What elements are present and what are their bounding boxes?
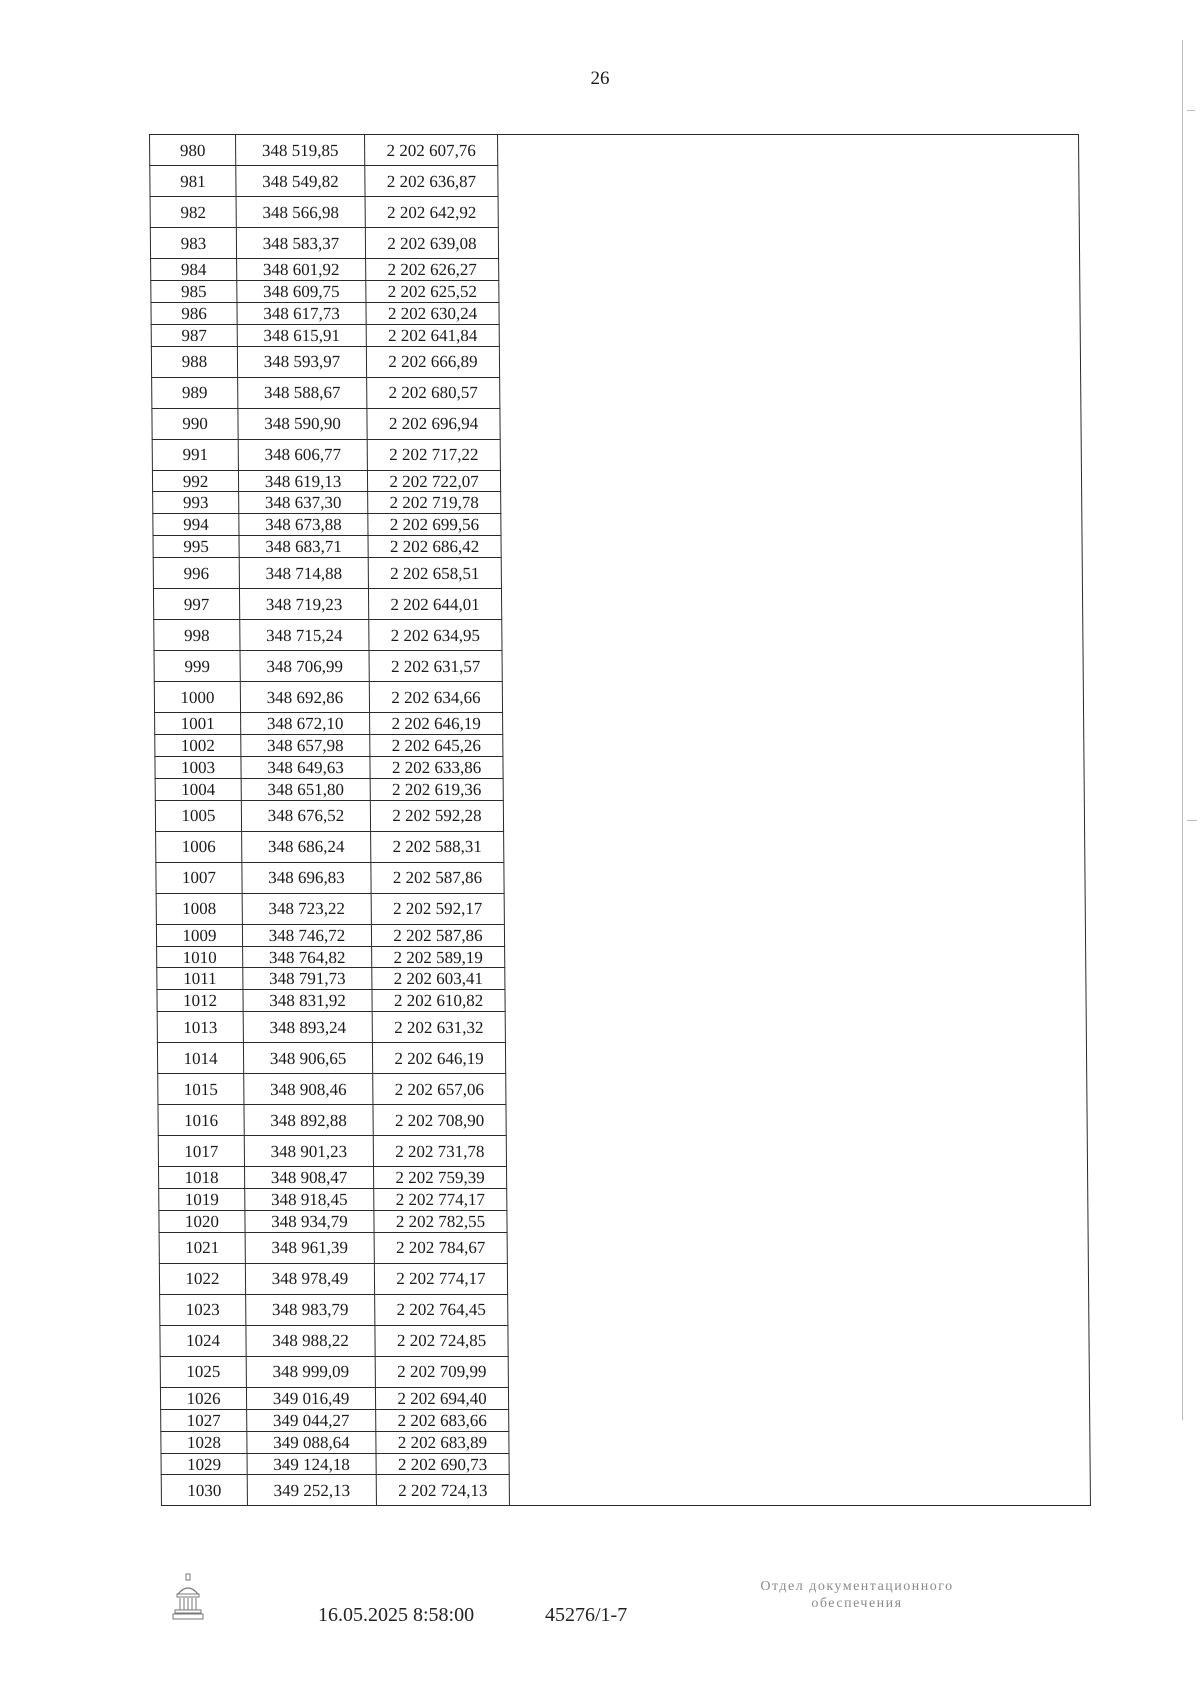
x-coordinate-cell: 348 764,82 [243, 946, 372, 968]
x-coordinate-cell: 348 686,24 [242, 831, 371, 862]
y-coordinate-cell: 2 202 696,94 [367, 408, 500, 439]
x-coordinate-cell: 349 252,13 [247, 1475, 376, 1506]
y-coordinate-cell: 2 202 587,86 [371, 862, 504, 893]
page-number: 26 [590, 68, 610, 89]
point-number-cell: 1023 [160, 1294, 246, 1325]
y-coordinate-cell: 2 202 631,57 [369, 651, 502, 682]
x-coordinate-cell: 348 676,52 [241, 800, 370, 831]
x-coordinate-cell: 348 719,23 [239, 589, 368, 620]
department-stamp [712, 1578, 1002, 1612]
point-number-cell: 1020 [159, 1211, 245, 1233]
x-coordinate-cell: 348 583,37 [236, 228, 365, 259]
x-coordinate-cell: 348 649,63 [241, 756, 370, 778]
point-number-cell: 1017 [158, 1136, 244, 1167]
y-coordinate-cell: 2 202 641,84 [366, 324, 499, 346]
point-number-cell: 1030 [161, 1475, 247, 1506]
y-coordinate-cell: 2 202 645,26 [370, 735, 503, 757]
x-coordinate-cell: 348 619,13 [238, 470, 367, 492]
x-coordinate-cell: 348 549,82 [236, 166, 365, 197]
table-body [150, 135, 1091, 1506]
y-coordinate-cell: 2 202 774,17 [374, 1189, 507, 1211]
y-coordinate-cell: 2 202 592,28 [370, 800, 503, 831]
x-coordinate-cell: 348 906,65 [243, 1043, 372, 1074]
y-coordinate-cell: 2 202 666,89 [366, 346, 499, 377]
point-number-cell: 1019 [159, 1189, 245, 1211]
point-number-cell: 984 [151, 259, 237, 281]
x-coordinate-cell: 348 892,88 [244, 1105, 373, 1136]
scan-edge-mark [1187, 820, 1197, 821]
stamp-line-1: Отдел документационного [760, 1579, 954, 1594]
point-number-cell: 1016 [158, 1105, 244, 1136]
point-number-cell: 1007 [156, 862, 242, 893]
y-coordinate-cell: 2 202 782,55 [374, 1211, 507, 1233]
point-number-cell: 1021 [159, 1232, 245, 1263]
scan-edge-mark [1187, 110, 1195, 111]
x-coordinate-cell: 348 908,46 [244, 1074, 373, 1105]
x-coordinate-cell: 348 601,92 [237, 259, 366, 281]
point-number-cell: 994 [153, 514, 239, 536]
point-number-cell: 986 [151, 302, 237, 324]
emblem-icon [172, 1572, 204, 1622]
x-coordinate-cell: 349 044,27 [247, 1409, 376, 1431]
y-coordinate-cell: 2 202 658,51 [368, 558, 501, 589]
point-number-cell: 995 [153, 536, 239, 558]
point-number-cell: 991 [152, 439, 238, 470]
y-coordinate-cell: 2 202 709,99 [375, 1356, 508, 1387]
x-coordinate-cell: 348 692,86 [240, 682, 369, 713]
point-number-cell: 1005 [155, 800, 241, 831]
point-number-cell: 1006 [156, 831, 242, 862]
y-coordinate-cell: 2 202 646,19 [372, 1043, 505, 1074]
y-coordinate-cell: 2 202 708,90 [373, 1105, 506, 1136]
x-coordinate-cell: 348 606,77 [238, 439, 367, 470]
x-coordinate-cell: 348 791,73 [243, 968, 372, 990]
y-coordinate-cell: 2 202 686,42 [368, 536, 501, 558]
point-number-cell: 1014 [157, 1043, 243, 1074]
coordinates-table [149, 134, 1091, 1506]
y-coordinate-cell: 2 202 680,57 [367, 377, 500, 408]
point-number-cell: 982 [150, 197, 236, 228]
y-coordinate-cell: 2 202 683,89 [376, 1431, 509, 1453]
y-coordinate-cell: 2 202 784,67 [374, 1232, 507, 1263]
x-coordinate-cell: 348 908,47 [245, 1167, 374, 1189]
y-coordinate-cell: 2 202 589,19 [372, 946, 505, 968]
point-number-cell: 1013 [157, 1012, 243, 1043]
x-coordinate-cell: 348 651,80 [241, 778, 370, 800]
point-number-cell: 985 [151, 280, 237, 302]
y-coordinate-cell: 2 202 690,73 [376, 1453, 509, 1475]
x-coordinate-cell: 348 999,09 [246, 1356, 375, 1387]
y-coordinate-cell: 2 202 588,31 [371, 831, 504, 862]
point-number-cell: 1012 [157, 990, 243, 1012]
footer-doc-number: 45276/1-7 [545, 1604, 628, 1626]
point-number-cell: 996 [153, 558, 239, 589]
y-coordinate-cell: 2 202 633,86 [370, 756, 503, 778]
stamp-line-2: обеспечения [811, 1596, 903, 1611]
x-coordinate-cell: 348 714,88 [239, 558, 368, 589]
x-coordinate-cell: 348 988,22 [246, 1325, 375, 1356]
y-coordinate-cell: 2 202 636,87 [365, 166, 498, 197]
y-coordinate-cell: 2 202 731,78 [373, 1136, 506, 1167]
point-number-cell: 1003 [155, 756, 241, 778]
x-coordinate-cell: 348 615,91 [237, 324, 366, 346]
point-number-cell: 980 [150, 135, 236, 166]
x-coordinate-cell: 348 715,24 [240, 620, 369, 651]
y-coordinate-cell: 2 202 657,06 [373, 1074, 506, 1105]
point-number-cell: 1015 [158, 1074, 244, 1105]
x-coordinate-cell: 348 831,92 [243, 990, 372, 1012]
y-coordinate-cell: 2 202 642,92 [365, 197, 498, 228]
x-coordinate-cell: 348 706,99 [240, 651, 369, 682]
y-coordinate-cell: 2 202 724,13 [376, 1475, 509, 1506]
y-coordinate-cell: 2 202 634,95 [369, 620, 502, 651]
empty-column [498, 135, 1091, 1506]
point-number-cell: 1010 [157, 946, 243, 968]
y-coordinate-cell: 2 202 634,66 [369, 682, 502, 713]
point-number-cell: 1011 [157, 968, 243, 990]
y-coordinate-cell: 2 202 717,22 [367, 439, 500, 470]
point-number-cell: 992 [152, 470, 238, 492]
y-coordinate-cell: 2 202 764,45 [375, 1294, 508, 1325]
x-coordinate-cell: 349 088,64 [247, 1431, 376, 1453]
y-coordinate-cell: 2 202 699,56 [368, 514, 501, 536]
x-coordinate-cell: 348 588,67 [238, 377, 367, 408]
y-coordinate-cell: 2 202 759,39 [374, 1167, 507, 1189]
table-row [150, 135, 1079, 166]
x-coordinate-cell: 348 901,23 [244, 1136, 373, 1167]
y-coordinate-cell: 2 202 644,01 [368, 589, 501, 620]
x-coordinate-cell: 349 016,49 [246, 1387, 375, 1409]
x-coordinate-cell: 348 672,10 [241, 713, 370, 735]
y-coordinate-cell: 2 202 592,17 [371, 893, 504, 924]
point-number-cell: 990 [152, 408, 238, 439]
x-coordinate-cell: 348 723,22 [242, 893, 371, 924]
point-number-cell: 1026 [160, 1387, 246, 1409]
y-coordinate-cell: 2 202 625,52 [366, 280, 499, 302]
point-number-cell: 1008 [156, 893, 242, 924]
x-coordinate-cell: 348 590,90 [238, 408, 367, 439]
y-coordinate-cell: 2 202 639,08 [365, 228, 498, 259]
point-number-cell: 993 [153, 492, 239, 514]
point-number-cell: 1027 [161, 1409, 247, 1431]
y-coordinate-cell: 2 202 724,85 [375, 1325, 508, 1356]
y-coordinate-cell: 2 202 722,07 [367, 470, 500, 492]
y-coordinate-cell: 2 202 603,41 [372, 968, 505, 990]
x-coordinate-cell: 348 519,85 [236, 135, 365, 166]
point-number-cell: 987 [151, 324, 237, 346]
x-coordinate-cell: 348 978,49 [245, 1263, 374, 1294]
point-number-cell: 981 [150, 166, 236, 197]
x-coordinate-cell: 348 893,24 [243, 1012, 372, 1043]
x-coordinate-cell: 348 609,75 [237, 280, 366, 302]
point-number-cell: 1022 [159, 1263, 245, 1294]
point-number-cell: 989 [152, 377, 238, 408]
point-number-cell: 1024 [160, 1325, 246, 1356]
y-coordinate-cell: 2 202 630,24 [366, 302, 499, 324]
x-coordinate-cell: 348 696,83 [242, 862, 371, 893]
point-number-cell: 1004 [155, 778, 241, 800]
x-coordinate-cell: 348 657,98 [241, 735, 370, 757]
point-number-cell: 1029 [161, 1453, 247, 1475]
point-number-cell: 998 [154, 620, 240, 651]
x-coordinate-cell: 348 673,88 [239, 514, 368, 536]
y-coordinate-cell: 2 202 719,78 [368, 492, 501, 514]
footer-datetime: 16.05.2025 8:58:00 [318, 1604, 475, 1626]
y-coordinate-cell: 2 202 774,17 [374, 1263, 507, 1294]
y-coordinate-cell: 2 202 694,40 [375, 1387, 508, 1409]
point-number-cell: 997 [153, 589, 239, 620]
y-coordinate-cell: 2 202 619,36 [370, 778, 503, 800]
x-coordinate-cell: 348 593,97 [237, 346, 366, 377]
y-coordinate-cell: 2 202 610,82 [372, 990, 505, 1012]
point-number-cell: 999 [154, 651, 240, 682]
x-coordinate-cell: 348 918,45 [245, 1189, 374, 1211]
point-number-cell: 983 [150, 228, 236, 259]
point-number-cell: 1000 [154, 682, 240, 713]
x-coordinate-cell: 348 983,79 [246, 1294, 375, 1325]
x-coordinate-cell: 348 746,72 [242, 924, 371, 946]
x-coordinate-cell: 348 934,79 [245, 1211, 374, 1233]
scan-edge-mark [1182, 40, 1183, 1420]
y-coordinate-cell: 2 202 587,86 [371, 924, 504, 946]
point-number-cell: 1025 [160, 1356, 246, 1387]
point-number-cell: 1001 [155, 713, 241, 735]
point-number-cell: 1028 [161, 1431, 247, 1453]
point-number-cell: 988 [151, 346, 237, 377]
x-coordinate-cell: 348 683,71 [239, 536, 368, 558]
y-coordinate-cell: 2 202 683,66 [376, 1409, 509, 1431]
x-coordinate-cell: 348 566,98 [236, 197, 365, 228]
x-coordinate-cell: 348 637,30 [239, 492, 368, 514]
y-coordinate-cell: 2 202 646,19 [370, 713, 503, 735]
point-number-cell: 1002 [155, 735, 241, 757]
point-number-cell: 1018 [159, 1167, 245, 1189]
y-coordinate-cell: 2 202 631,32 [372, 1012, 505, 1043]
point-number-cell: 1009 [156, 924, 242, 946]
x-coordinate-cell: 348 961,39 [245, 1232, 374, 1263]
x-coordinate-cell: 349 124,18 [247, 1453, 376, 1475]
y-coordinate-cell: 2 202 626,27 [366, 259, 499, 281]
x-coordinate-cell: 348 617,73 [237, 302, 366, 324]
y-coordinate-cell: 2 202 607,76 [365, 135, 498, 166]
